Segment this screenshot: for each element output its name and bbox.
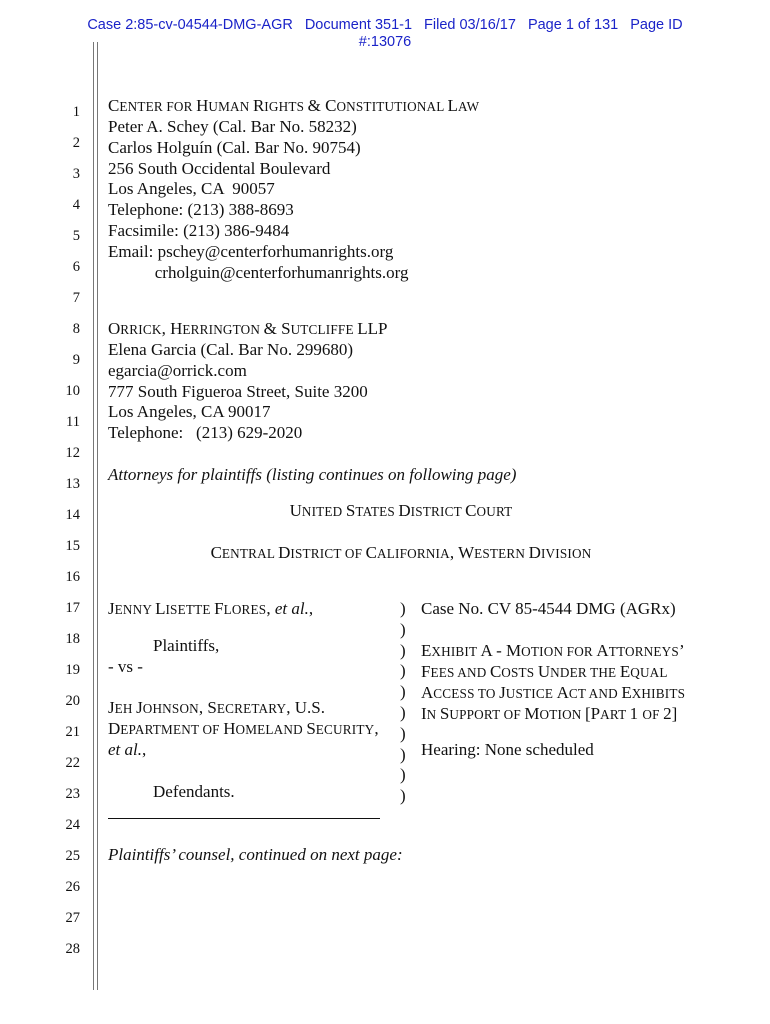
text-segment: UMAN xyxy=(208,99,253,114)
line-number: 7 xyxy=(72,290,80,306)
document-title-line xyxy=(421,683,685,705)
line-number: 18 xyxy=(65,631,80,647)
text-segment: D xyxy=(278,543,291,562)
line-number: 27 xyxy=(65,910,80,926)
text-segment: H xyxy=(196,96,209,115)
text-segment: U xyxy=(289,501,302,520)
line-number: 9 xyxy=(72,352,80,368)
address-line: Los Angeles, CA 90017 xyxy=(108,402,271,422)
document-title-line xyxy=(421,641,685,663)
text-segment: ESTERN xyxy=(474,546,529,561)
header-case: Case 2:85-cv-04544-DMG-AGR xyxy=(87,17,293,33)
text-segment: , xyxy=(161,319,171,338)
firm2-name xyxy=(108,319,387,341)
address-line: egarcia@orrick.com xyxy=(108,360,247,380)
case-number: Case No. CV 85-4544 DMG (AGRx) xyxy=(421,599,676,618)
pleading-rule-left xyxy=(93,42,94,990)
text-segment: J xyxy=(499,683,506,702)
text-segment: , U.S. xyxy=(286,698,326,717)
text-segment: L xyxy=(155,599,166,618)
line-number: 11 xyxy=(66,414,80,430)
caption-paren: ) xyxy=(400,661,406,681)
text-segment: N xyxy=(426,707,440,722)
text-segment: D xyxy=(528,543,541,562)
text-segment: A - M xyxy=(480,641,522,660)
firm1-name xyxy=(108,96,479,118)
defendant-etal: et al., xyxy=(108,740,147,759)
hearing-info: Hearing: None scheduled xyxy=(421,740,594,759)
line-number: 23 xyxy=(65,786,80,802)
address-line: 256 South Occidental Boulevard xyxy=(108,158,331,178)
text-segment: , xyxy=(198,698,208,717)
line-number: 17 xyxy=(65,600,80,616)
line-number: 25 xyxy=(65,848,80,864)
text-segment: I xyxy=(421,704,427,723)
text-segment: ENTRAL xyxy=(221,546,279,561)
text-segment: OMELAND xyxy=(235,722,307,737)
text-segment: NDER THE xyxy=(550,665,620,680)
text-segment: M xyxy=(524,704,540,723)
text-segment: F xyxy=(214,599,224,618)
ecf-header xyxy=(0,17,770,51)
plaintiffs-label: Plaintiffs, xyxy=(153,636,220,655)
text-segment: ENNY xyxy=(114,602,156,617)
caption-paren: ) xyxy=(400,786,406,806)
address-line: Telephone: (213) 388-8693 xyxy=(108,200,294,220)
line-number: 6 xyxy=(72,259,80,275)
text-segment: OURT xyxy=(476,504,513,519)
caption-paren: ) xyxy=(400,703,406,722)
line-number: 14 xyxy=(65,507,80,523)
address-line: Telephone: (213) 629-2020 xyxy=(108,423,303,443)
text-segment: R xyxy=(252,96,265,115)
text-segment: W xyxy=(458,543,475,562)
text-segment: H xyxy=(170,319,183,338)
defendant-name-line2 xyxy=(108,719,379,741)
text-segment: ISTRICT OF xyxy=(290,546,366,561)
text-segment: ENTER FOR xyxy=(119,99,197,114)
text-segment: E xyxy=(621,683,632,702)
line-number: 10 xyxy=(65,383,80,399)
text-segment: OSTS xyxy=(501,665,538,680)
text-segment: ISTRICT xyxy=(410,504,466,519)
header-filed: Filed 03/16/17 xyxy=(424,17,516,33)
plaintiff-name: JENNY LISETTE FLORES, et al., xyxy=(108,599,314,618)
text-segment: A xyxy=(596,641,609,660)
line-number: 15 xyxy=(65,538,80,554)
text-segment: A xyxy=(556,683,569,702)
text-segment: 2] xyxy=(663,704,678,723)
caption-paren: ) xyxy=(400,619,406,639)
document-title-line xyxy=(421,662,668,684)
text-segment: C xyxy=(465,501,477,520)
address-line: Los Angeles, CA 90057 xyxy=(108,179,275,199)
text-segment: IGHTS xyxy=(264,99,308,114)
line-number: 8 xyxy=(72,321,80,337)
court-name xyxy=(108,501,694,521)
text-segment: ALIFORNIA xyxy=(377,546,450,561)
address-line: Peter A. Schey (Cal. Bar No. 58232) xyxy=(108,117,357,136)
defendant-name-line1 xyxy=(108,698,325,720)
text-segment: D xyxy=(108,719,121,738)
line-number: 5 xyxy=(72,228,80,244)
continued-note: Plaintiffs’ counsel, continued on next page: xyxy=(108,845,403,864)
text-segment: , xyxy=(374,719,379,738)
line-number: 2 xyxy=(72,135,80,151)
text-segment: S xyxy=(439,704,450,723)
caption-paren: ) xyxy=(400,640,406,660)
text-segment: LLP xyxy=(357,319,388,338)
text-segment: & xyxy=(263,319,282,338)
text-segment: J xyxy=(108,599,115,618)
text-segment: 1 xyxy=(629,704,643,723)
line-number: 4 xyxy=(72,197,80,213)
text-segment: ART xyxy=(600,707,630,722)
caption-paren: ) xyxy=(400,599,406,618)
text-segment: J xyxy=(136,698,143,717)
text-segment: D xyxy=(398,501,411,520)
caption-paren: ) xyxy=(400,723,406,743)
text-segment: C xyxy=(210,543,222,562)
text-segment: CT AND xyxy=(568,686,622,701)
versus: - vs - xyxy=(108,657,143,676)
district-name xyxy=(108,543,694,563)
text-segment: L xyxy=(447,96,458,115)
line-number: 24 xyxy=(65,817,80,833)
caption-underline xyxy=(108,818,380,819)
text-segment: EPARTMENT OF xyxy=(120,722,224,737)
text-segment: OTION xyxy=(539,707,586,722)
text-segment: F xyxy=(421,662,431,681)
text-segment: QUAL xyxy=(630,665,668,680)
caption-paren: ) xyxy=(400,765,406,785)
text-segment: ONSTITUTIONAL xyxy=(336,99,448,114)
caption-paren: ) xyxy=(400,682,406,702)
text-segment: [P xyxy=(585,704,601,723)
address-line: Email: pschey@centerforhumanrights.org xyxy=(108,241,394,261)
header-document: Document 351-1 xyxy=(304,17,413,33)
address-line: Facsimile: (213) 386-9484 xyxy=(108,221,290,240)
caption-paren: ) xyxy=(400,744,406,764)
text-segment: USTICE xyxy=(505,686,557,701)
address-line: crholguin@centerforhumanrights.org xyxy=(108,262,409,282)
text-segment: IVISION xyxy=(540,546,592,561)
text-segment: OF xyxy=(642,707,664,722)
text-segment: ERRINGTON xyxy=(182,322,264,337)
text-segment: S xyxy=(207,698,217,717)
text-segment: H xyxy=(223,719,236,738)
text-segment: E xyxy=(619,662,631,681)
line-number: 12 xyxy=(65,445,80,461)
line-number: 28 xyxy=(65,941,80,957)
address-line: Elena Garcia (Cal. Bar No. 299680) xyxy=(108,340,353,359)
address-line: Carlos Holguín (Cal. Bar No. 90754) xyxy=(108,137,361,157)
line-number: 19 xyxy=(65,662,80,678)
text-segment: UPPORT OF xyxy=(449,707,525,722)
text-segment: LORES xyxy=(223,602,267,617)
text-segment: S xyxy=(306,719,316,738)
text-segment: S xyxy=(345,501,356,520)
text-segment: U xyxy=(537,662,551,681)
text-segment: UTCLIFFE xyxy=(290,322,358,337)
address-line: 777 South Figueroa Street, Suite 3200 xyxy=(108,381,368,401)
document-title-line xyxy=(421,704,677,726)
text-segment: EES AND xyxy=(430,665,490,680)
text-segment: ECRETARY xyxy=(216,701,287,716)
line-number: 21 xyxy=(65,724,80,740)
text-segment: XHIBIT xyxy=(431,644,481,659)
text-segment: C xyxy=(108,96,120,115)
text-segment: RRICK xyxy=(120,322,162,337)
pleading-rule-right xyxy=(97,42,98,990)
line-number: 1 xyxy=(72,104,80,120)
text-segment: O xyxy=(108,319,121,338)
text-segment: OHNSON xyxy=(142,701,199,716)
text-segment: , xyxy=(449,543,459,562)
text-segment: C xyxy=(325,96,337,115)
text-segment: TTORNEYS xyxy=(608,644,679,659)
header-page-id-label: Page ID xyxy=(630,17,683,33)
text-segment: & xyxy=(307,96,326,115)
text-segment: ECURITY xyxy=(315,722,375,737)
text-segment: ’ xyxy=(678,641,685,660)
text-segment: CCESS TO xyxy=(433,686,500,701)
text-segment: EH xyxy=(114,701,137,716)
text-segment: C xyxy=(365,543,377,562)
line-number: 13 xyxy=(65,476,80,492)
text-segment: S xyxy=(281,319,291,338)
attorneys-note: Attorneys for plaintiffs (listing continues on following page) xyxy=(108,465,517,484)
text-segment: TATES xyxy=(355,504,399,519)
text-segment: AW xyxy=(457,99,480,114)
line-number: 16 xyxy=(65,569,80,585)
line-number: 26 xyxy=(65,879,80,895)
ecf-header-line1 xyxy=(0,17,770,34)
header-page-id: #:13076 xyxy=(358,34,412,50)
text-segment: C xyxy=(489,662,502,681)
text-segment: XHIBITS xyxy=(631,686,686,701)
text-segment: NITED xyxy=(301,504,346,519)
text-segment: E xyxy=(421,641,432,660)
text-segment: A xyxy=(421,683,434,702)
header-page: Page 1 of 131 xyxy=(527,17,619,33)
text-segment: ISETTE xyxy=(165,602,215,617)
text-segment: , xyxy=(266,599,275,618)
text-segment: OTION FOR xyxy=(521,644,597,659)
line-number: 20 xyxy=(65,693,80,709)
line-number: 3 xyxy=(72,166,80,182)
line-number: 22 xyxy=(65,755,80,771)
defendants-label: Defendants. xyxy=(153,782,235,801)
text-segment: J xyxy=(108,698,115,717)
